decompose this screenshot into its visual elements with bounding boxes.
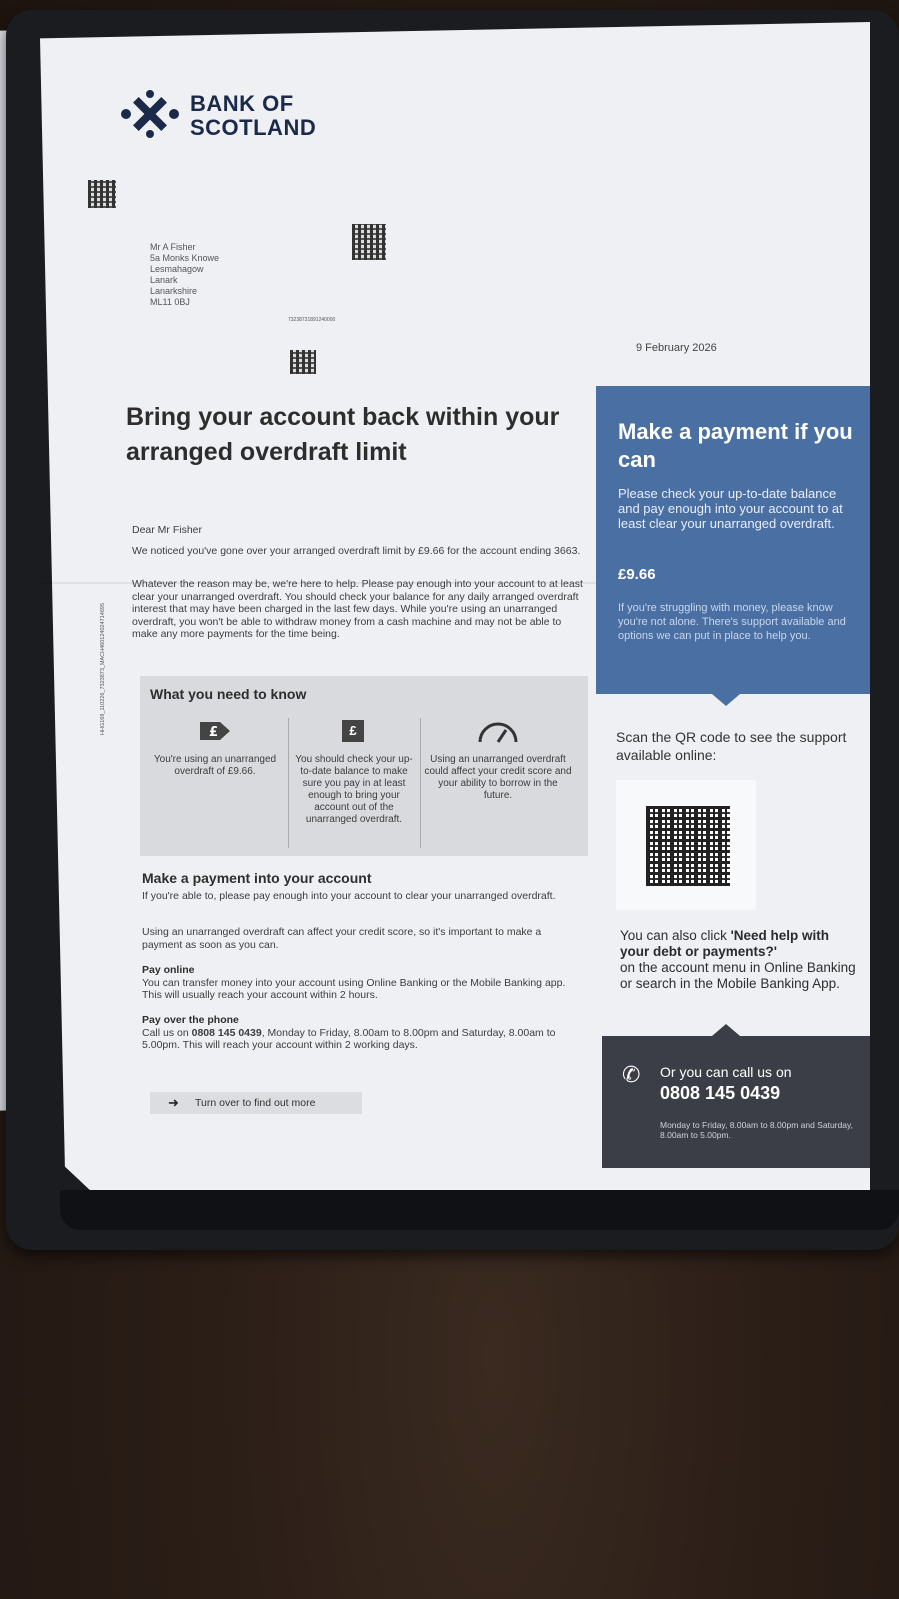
help-text: You can also click 'Need help with your debt or payments?' on the account menu in Online Banking or search in the Mobile Banking App. [620, 928, 856, 991]
divider [288, 718, 289, 848]
page-title: Bring your account back within your arranged overdraft limit [126, 403, 560, 466]
know-item: Using an unarranged overdraft could affect your credit score and your ability to borrow in the future. [424, 714, 572, 852]
make-payment-panel [596, 386, 870, 694]
support-text: If you're struggling with money, please know you're not alone. There's support available and options we can put in place to help you. [618, 602, 846, 642]
phone-icon: ✆ [622, 1062, 641, 1087]
divider [420, 718, 421, 848]
panel-title: Make a payment if you can [618, 419, 853, 472]
salutation: Dear Mr Fisher [132, 524, 203, 536]
know-item: £ You should check your up-to-date balance to make sure you pay in at least enough to bring your account out of the unarranged overdraft. [292, 714, 416, 852]
panel-text: Please check your up-to-date balance and pay enough into your account to at least clear your unarranged overdraft. [618, 486, 843, 531]
phone-number: 0808 145 0439 [191, 1026, 262, 1039]
side-code: HHG169_110226_7323873_MACH460124024714695 [100, 602, 106, 735]
bank-logo-icon [118, 90, 182, 138]
barcode-icon [88, 180, 116, 208]
gauge-icon [476, 718, 520, 744]
qr-code-frame [616, 780, 756, 910]
call-label: Or you can call us on [660, 1064, 792, 1080]
bank-name: BANK OF SCOTLAND [190, 91, 317, 140]
pay-online: Pay online You can transfer money into your account using Online Banking or the Mobile Banking app. This will usually reach your account within 2 hours. [142, 964, 566, 1001]
arrow-right-icon: ➜ [168, 1095, 179, 1110]
reference-number: 73238731891240000 [288, 317, 336, 323]
call-number: 0808 145 0439 [660, 1083, 781, 1103]
pound-arrow-icon [200, 720, 232, 742]
letter-date: 9 February 2026 [636, 342, 717, 354]
binder-edge [60, 1190, 899, 1230]
recipient-address: Mr A Fisher 5a Monks Knowe Lesmahagow Lanark Lanarkshire ML11 0BJ [150, 242, 220, 307]
barcode-icon [352, 224, 386, 260]
payment-heading: Make a payment into your account [142, 870, 372, 886]
paragraph-overdraft: We noticed you've gone over your arranged overdraft limit by £9.66 for the account ending 3663. [132, 545, 581, 557]
know-title: What you need to know [150, 686, 307, 702]
svg-text:£: £ [209, 725, 219, 740]
paragraph-help: Whatever the reason may be, we're here to help. Please pay enough into your account to at least clear your unarranged overdraft. You should check your balance for any daily arranged overdraft interest that may have been charged in the last few days. While you're using an unarranged overdraft, you won't be able to withdraw money from a cash machine and may not be able to make any more payments for the time being. [132, 578, 583, 640]
what-you-need-to-know [140, 676, 588, 856]
qr-code-icon [646, 806, 730, 886]
barcode-icon [290, 350, 316, 374]
call-hours: Monday to Friday, 8.00am to 8.00pm and Saturday, 8.00am to 5.00pm. [660, 1120, 853, 1140]
pay-by-phone: Pay over the phone Call us on 0808 145 0439, Monday to Friday, 8.00am to 8.00pm and Saturday, 8.00am to 5.00pm. This will reach your account within 2 working days. [142, 1014, 556, 1051]
know-item: £ You're using an unarranged overdraft of £9.66. [146, 714, 284, 852]
overdraft-amount: £9.66 [618, 566, 656, 583]
scan-text: Scan the QR code to see the support available online: [616, 729, 847, 763]
payment-paragraph: Using an unarranged overdraft can affect your credit score, so it's important to make a payment as soon as you can. [142, 926, 542, 951]
call-notch [712, 1024, 740, 1036]
call-us-box [602, 1036, 870, 1168]
panel-notch [712, 694, 740, 706]
payment-paragraph: If you're able to, please pay enough into your account to clear your unarranged overdraft. [142, 890, 556, 902]
pound-box-icon: £ [342, 720, 364, 742]
turn-over-note: ➜ Turn over to find out more [150, 1092, 362, 1114]
